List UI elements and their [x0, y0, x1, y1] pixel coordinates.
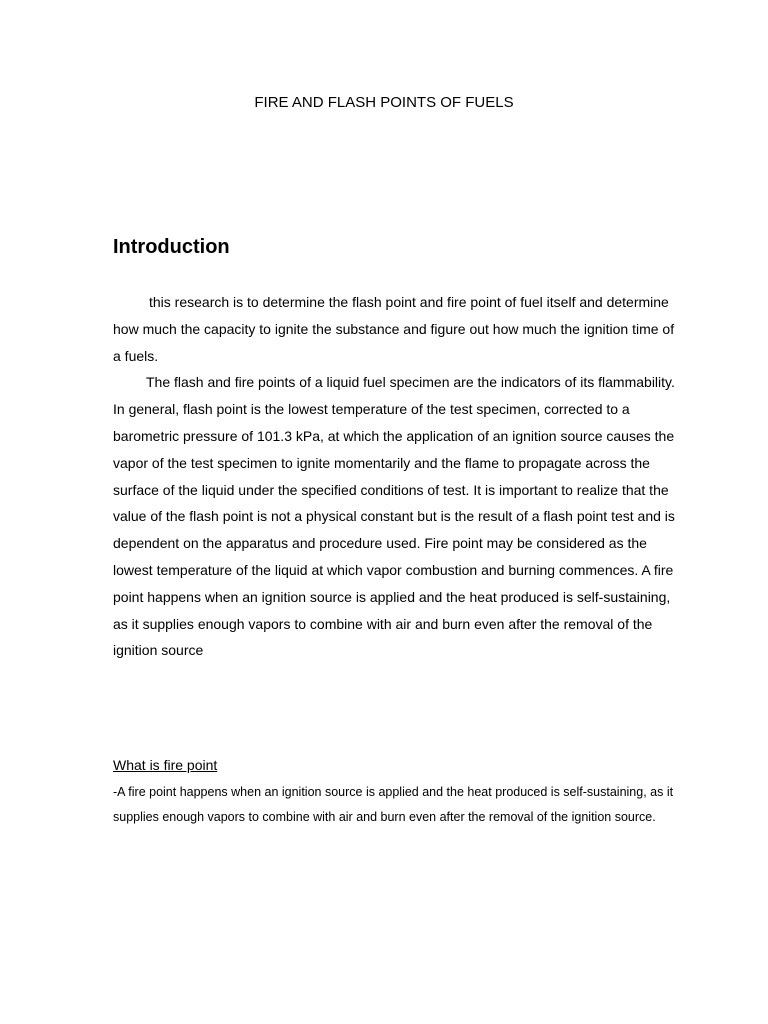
- introduction-heading: Introduction: [113, 236, 230, 258]
- fire-point-body: -A fire point happens when an ignition source is applied and the heat produced is self-sustaining, as it supplies enough vapors to combine with air and burn even after the removal of the ignition source.: [113, 785, 674, 824]
- introduction-paragraph-2: The flash and fire points of a liquid fuel specimen are the indicators of its flammability. In general, flash point is the lowest temperature of the test specimen, corrected to a barometric pressure of 101.3 kPa, at which the application of an ignition source causes the vapor of the test specimen to ignite momentarily and the flame to propagate across the surface of the liquid under the specified conditions of test. It is important to realize that the value of the flash point is not a physical constant but is the result of a flash point test and is dependent on the apparatus and procedure used. Fire point may be considered as the lowest temperature of the liquid at which vapor combustion and burning commences. A fire point happens when an ignition source is applied and the heat produced is self-sustaining, as it supplies enough vapors to combine with air and burn even after the removal of the ignition source: [113, 374, 675, 659]
- introduction-paragraph-1: this research is to determine the flash point and fire point of fuel itself and determine how much the capacity to ignite the substance and figure out how much the ignition time of a fuels.: [113, 294, 675, 364]
- fire-point-heading: What is fire point: [113, 757, 218, 773]
- document-title: FIRE AND FLASH POINTS OF FUELS: [254, 94, 514, 111]
- introduction-body: [113, 289, 683, 664]
